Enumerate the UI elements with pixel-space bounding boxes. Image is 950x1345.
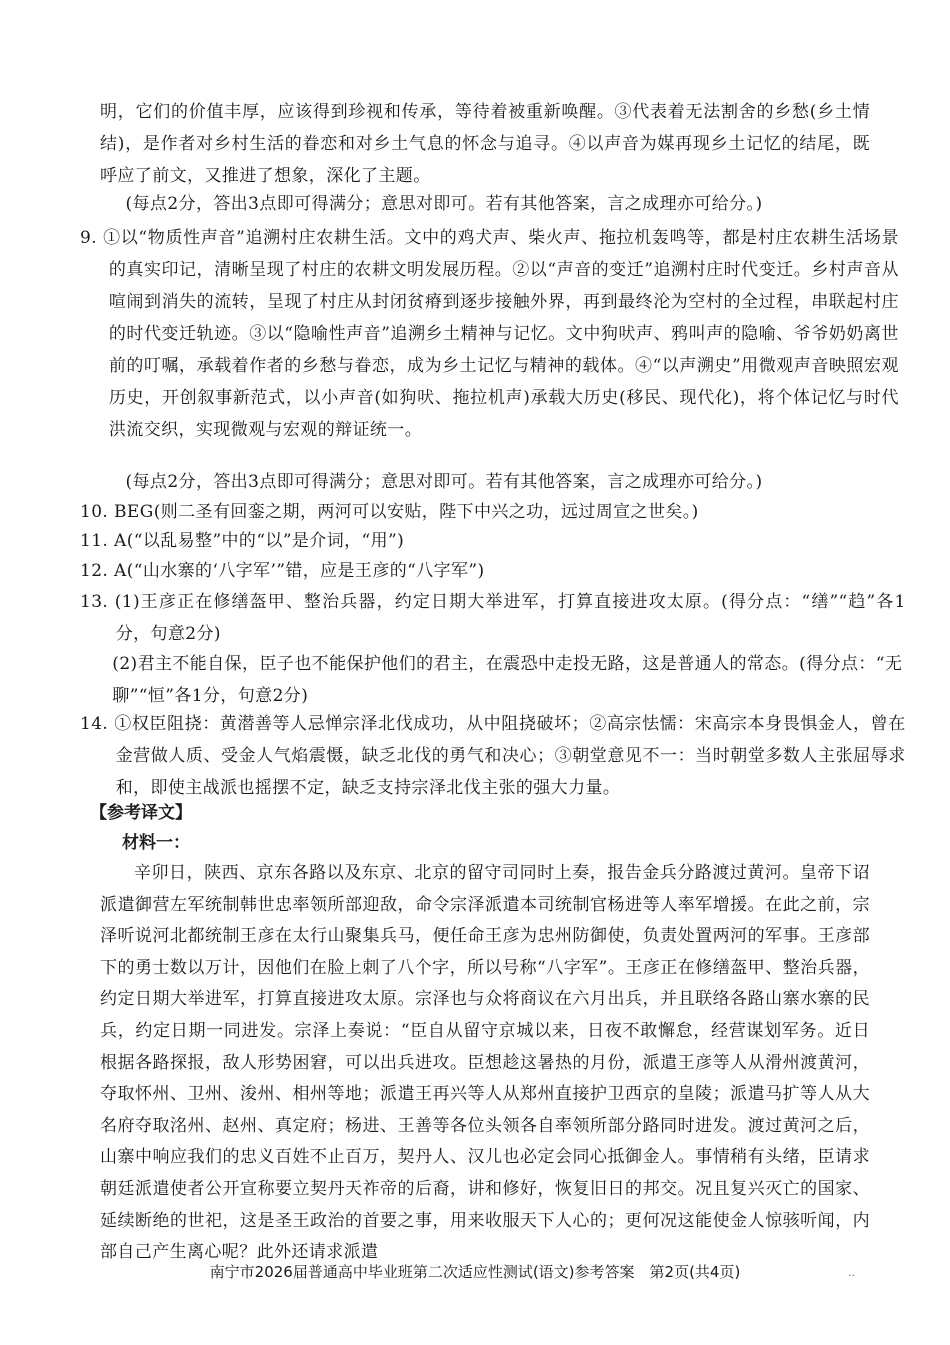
reference-translation-heading: 【参考译文】	[90, 803, 192, 823]
answer-13-part-1: 13. (1)王彦正在修缮盔甲、整治兵器，约定日期大举进军，打算直接进攻太原。(得分点：“缮”“趋”各1分，句意2分)	[80, 592, 906, 644]
answer-12: 12. A(“山水寨的‘八字军’”错，应是王彦的“八字军”)	[80, 561, 485, 581]
page-footer: 南宁市2026届普通高中毕业班第二次适应性测试(语文)参考答案 第2页(共4页)	[209, 1263, 741, 1281]
footer-mark: ..	[848, 1266, 855, 1279]
answer-8-scoring-note: (每点2分，答出3点即可得满分；意思对即可。若有其他答案，言之成理亦可给分。)	[125, 194, 763, 214]
answer-9-scoring-note: (每点2分，答出3点即可得满分；意思对即可。若有其他答案，言之成理亦可给分。)	[125, 472, 763, 492]
answer-9: 9. ①以“物质性声音”追溯村庄农耕生活。文中的鸡犬声、柴火声、拖拉机轰鸣等，都是村庄农耕生活场景的真实印记，清晰呈现了村庄的农耕文明发展历程。②以“声音的变迁”追溯村庄时代变迁。乡村声音从喧闹到消失的流转，呈现了村庄从封闭贫瘠到逐步接触外界，再到最终沦为空村的全过程，串联起村庄的时代变迁轨迹。③以“隐喻性声音”追溯乡土精神与记忆。文中狗吠声、鸦叫声的隐喻、爷爷奶奶离世前的叮嘱，承载着作者的乡愁与眷恋，成为乡土记忆与精神的载体。④“以声溯史”用微观声音映照宏观历史，开创叙事新范式，以小声音(如狗吠、拖拉机声)承载大历史(移民、现代化)，将个体记忆与时代洪流交织，实现微观与宏观的辩证统一。	[80, 228, 899, 440]
answer-10: 10. BEG(则二圣有回銮之期，两河可以安贴，陛下中兴之功，远过周宣之世矣。)	[80, 502, 699, 522]
answer-13-part-2: (2)君主不能自保，臣子也不能保护他们的君主，在震恐中走投无路，这是普通人的常态。(得分点：“无聊”“恒”各1分，句意2分)	[112, 654, 903, 706]
translation-body: 辛卯日，陕西、京东各路以及东京、北京的留守司同时上奏，报告金兵分路渡过黄河。皇帝下诏派遣御营左军统制韩世忠率领所部迎敌，命令宗泽派遣本司统制官杨进等人率军增援。在此之前，宗泽听说河北都统制王彦在太行山聚集兵马，便任命王彦为忠州防御使，负责处置两河的军事。王彦部下的勇士数以万计，因他们在脸上刺了八个字，所以号称“八字军”。王彦正在修缮盔甲、整治兵器，约定日期大举进军，打算直接进攻太原。宗泽也与众将商议在六月出兵，并且联络各路山寨水寨的民兵，约定日期一同进发。宗泽上奏说：“臣自从留守京城以来，日夜不敢懈怠，经营谋划军务。近日根据各路探报，敌人形势困窘，可以出兵进攻。臣想趁这暑热的月份，派遣王彦等人从滑州渡黄河，夺取怀州、卫州、浚州、相州等地；派遣王再兴等人从郑州直接护卫西京的皇陵；派遣马扩等人从大名府夺取洺州、赵州、真定府；杨进、王善等各位头领各自率领所部分路同时进发。渡过黄河之后，山寨中响应我们的忠义百姓不止百万，契丹人、汉儿也必定会同心抵御金人。事情稍有头绪，臣请求朝廷派遣使者公开宣称要立契丹天祚帝的后裔，讲和修好，恢复旧日的邦交。况且复兴灭亡的国家、延续断绝的世祀，这是圣王政治的首要之事，用来收服天下人心的；更何况这能使金人惊骇听闻，内部自己产生离心呢？此外还请求派遣	[100, 863, 870, 1263]
material-one-label: 材料一：	[122, 833, 190, 853]
answer-14: 14. ①权臣阻挠：黄潜善等人忌惮宗泽北伐成功，从中阻挠破坏；②高宗怯懦：宋高宗本身畏惧金人，曾在金营做人质、受金人气焰震慑，缺乏北伐的勇气和决心；③朝堂意见不一：当时朝堂多数人主张屈辱求和，即使主战派也摇摆不定，缺乏支持宗泽北伐主张的强大力量。	[80, 714, 906, 798]
answer-8-continuation: 明，它们的价值丰厚，应该得到珍视和传承，等待着被重新唤醒。③代表着无法割舍的乡愁(乡土情结)，是作者对乡村生活的眷恋和对乡土气息的怀念与追寻。④以声音为媒再现乡土记忆的结尾，既呼应了前文，又推进了想象，深化了主题。	[100, 102, 870, 186]
answer-11: 11. A(“以乱易整”中的“以”是介词，“用”)	[80, 531, 405, 551]
